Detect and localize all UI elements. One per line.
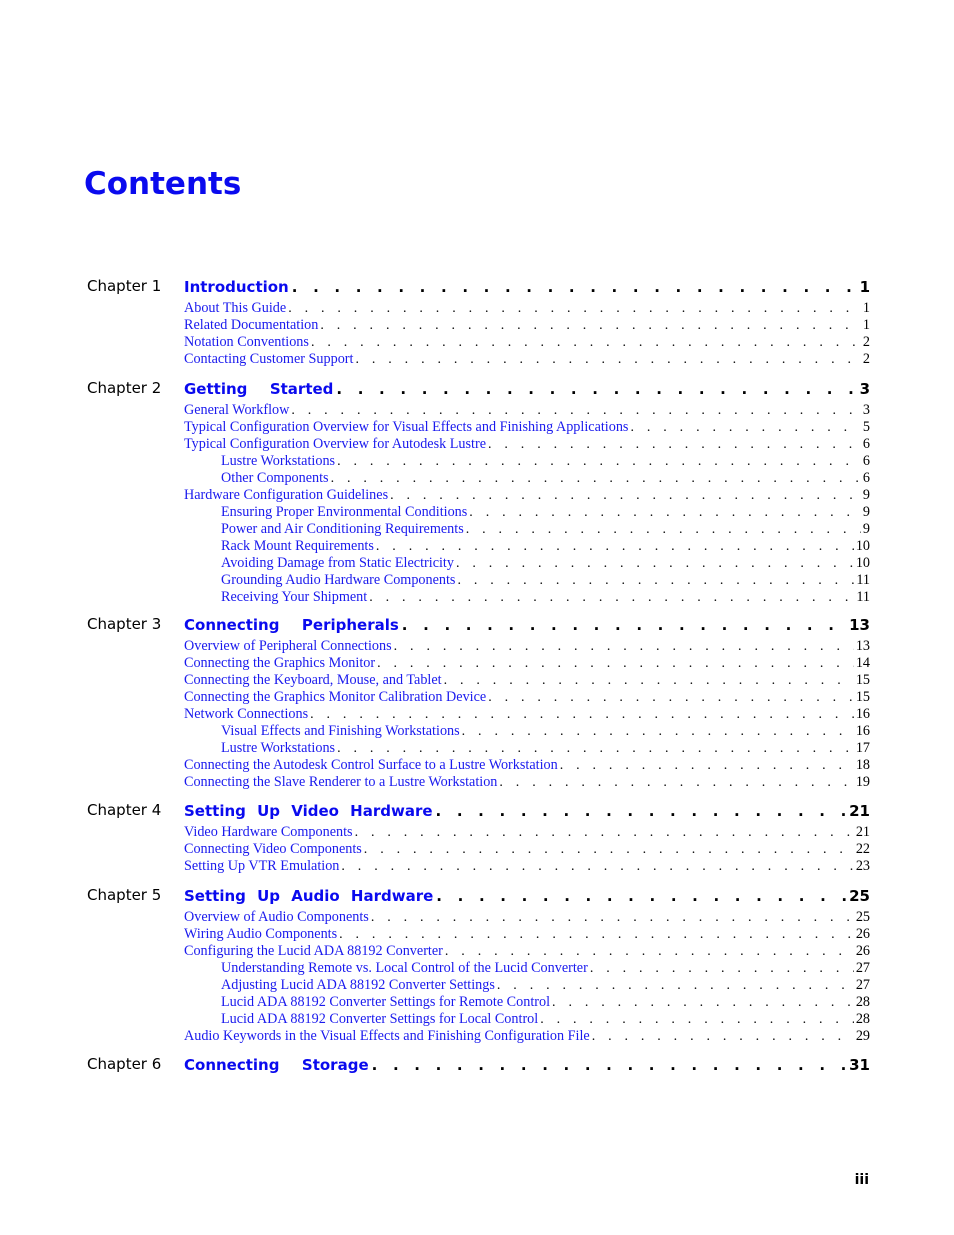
- toc-entry-title[interactable]: Connecting the Graphics Monitor Calibration Device: [184, 689, 487, 705]
- toc-entry-list: [184, 638, 870, 791]
- toc-entry-title[interactable]: Adjusting Lucid ADA 88192 Converter Settings: [221, 977, 495, 993]
- dot-leader: [488, 689, 854, 706]
- toc-entry-title[interactable]: Connecting the Graphics Monitor: [184, 655, 376, 671]
- chapter-label: Chapter 2: [87, 379, 162, 397]
- toc-entry-page: 16: [855, 706, 870, 722]
- toc-entry-page: 16: [855, 723, 870, 739]
- dot-leader: [310, 706, 854, 723]
- dot-leader: [376, 538, 854, 555]
- toc-entry-title[interactable]: Hardware Configuration Guidelines: [184, 487, 389, 503]
- toc-entry-title[interactable]: Ensuring Proper Environmental Conditions: [221, 504, 468, 520]
- dot-leader: [560, 757, 854, 774]
- toc-entry-title[interactable]: Power and Air Conditioning Requirements: [221, 521, 464, 537]
- toc-entry[interactable]: [184, 521, 870, 538]
- dot-leader: [337, 453, 861, 470]
- toc-entry-title[interactable]: About This Guide: [184, 300, 287, 316]
- toc-entry-page: 28: [855, 1011, 870, 1027]
- dot-leader: [291, 402, 861, 419]
- toc-entry-page: 9: [862, 504, 870, 520]
- toc-entry-page: 28: [855, 994, 870, 1010]
- toc-entry[interactable]: [184, 655, 870, 672]
- dot-leader: [466, 521, 861, 538]
- chapter-label: Chapter 5: [87, 886, 162, 904]
- chapter-page-number: 21: [849, 802, 870, 820]
- toc-entry-title[interactable]: Connecting Video Components: [184, 841, 362, 857]
- toc-entry-title[interactable]: Connecting the Slave Renderer to a Lustre Workstation: [184, 774, 498, 790]
- toc-entry-page: 5: [862, 419, 870, 435]
- dot-leader: [394, 638, 854, 655]
- dot-leader: [377, 655, 854, 672]
- toc-entry[interactable]: [184, 419, 870, 436]
- toc-entry[interactable]: [184, 487, 870, 504]
- dot-leader: [456, 555, 854, 572]
- toc-entry[interactable]: [184, 841, 870, 858]
- toc-entry[interactable]: [184, 300, 870, 317]
- dot-leader: [402, 615, 846, 635]
- toc-entry[interactable]: [184, 909, 870, 926]
- toc-entry[interactable]: [184, 1011, 870, 1028]
- toc-entry-title[interactable]: Lucid ADA 88192 Converter Settings for Local Control: [221, 1011, 539, 1027]
- toc-entry[interactable]: [184, 504, 870, 521]
- toc-entry[interactable]: [184, 689, 870, 706]
- dot-leader: [552, 994, 854, 1011]
- chapter-title[interactable]: Setting Up Video Hardware: [184, 802, 433, 820]
- dot-leader: [592, 1028, 854, 1045]
- toc-entry-title[interactable]: Grounding Audio Hardware Components: [221, 572, 456, 588]
- dot-leader: [372, 1055, 847, 1075]
- toc-entry-title[interactable]: Receiving Your Shipment: [221, 589, 368, 605]
- toc-entry[interactable]: [184, 1028, 870, 1045]
- toc-entry-page: 13: [855, 638, 870, 654]
- toc-entry-page: 3: [862, 402, 870, 418]
- dot-leader: [630, 419, 860, 436]
- toc-entry-page: 17: [855, 740, 870, 756]
- chapter-label: Chapter 1: [87, 277, 162, 295]
- chapter-heading-link[interactable]: [184, 801, 870, 821]
- toc-entry-title[interactable]: Typical Configuration Overview for Visual Effects and Finishing Applications: [184, 419, 629, 435]
- dot-leader: [364, 841, 854, 858]
- toc-entry[interactable]: [184, 994, 870, 1011]
- toc-entry-page: 22: [855, 841, 870, 857]
- chapter-label: Chapter 3: [87, 615, 162, 633]
- dot-leader: [457, 572, 854, 589]
- toc-entry-title[interactable]: Avoiding Damage from Static Electricity: [221, 555, 454, 571]
- dot-leader: [339, 926, 854, 943]
- toc-entry-title[interactable]: Related Documentation: [184, 317, 319, 333]
- dot-leader: [590, 960, 854, 977]
- chapter-title[interactable]: Setting Up Audio Hardware: [184, 887, 434, 905]
- chapter-heading-link[interactable]: [184, 379, 870, 399]
- chapter-title[interactable]: Getting Started: [184, 380, 334, 398]
- toc-entry-title[interactable]: Lustre Workstations: [221, 453, 336, 469]
- chapter-page-number: 1: [859, 278, 870, 296]
- toc-entry-list: [184, 402, 870, 606]
- toc-entry-page: 1: [862, 317, 870, 333]
- toc-entry-list: [184, 909, 870, 1045]
- chapter-page-number: 31: [849, 1056, 870, 1074]
- toc-entry-title[interactable]: Typical Configuration Overview for Autodesk Lustre: [184, 436, 486, 452]
- toc-entry[interactable]: [184, 757, 870, 774]
- chapter-label: Chapter 6: [87, 1055, 162, 1073]
- dot-leader: [462, 723, 854, 740]
- toc-entry[interactable]: [184, 453, 870, 470]
- toc-entry-title[interactable]: Understanding Remote vs. Local Control of the Lucid Converter: [221, 960, 588, 976]
- dot-leader: [444, 672, 854, 689]
- toc-entry[interactable]: [184, 334, 870, 351]
- toc-entry-list: [184, 300, 870, 368]
- toc-entry[interactable]: [184, 723, 870, 740]
- toc-entry[interactable]: [184, 638, 870, 655]
- dot-leader: [288, 300, 861, 317]
- toc-entry-page: 6: [862, 470, 870, 486]
- dot-leader: [488, 436, 861, 453]
- toc-entry[interactable]: [184, 977, 870, 994]
- dot-leader: [436, 801, 847, 821]
- toc-entry-title[interactable]: Lucid ADA 88192 Converter Settings for Remote Control: [221, 994, 551, 1010]
- toc-entry[interactable]: [184, 402, 870, 419]
- chapter-title[interactable]: Connecting Storage: [184, 1056, 369, 1074]
- toc-entry-page: 29: [855, 1028, 870, 1044]
- toc-entry-title[interactable]: Connecting the Autodesk Control Surface to a Lustre Workstation: [184, 757, 558, 773]
- toc-entry-page: 10: [855, 538, 870, 554]
- toc-entry[interactable]: [184, 672, 870, 689]
- toc-entry[interactable]: [184, 538, 870, 555]
- toc-entry-page: 9: [862, 487, 870, 503]
- toc-entry-title[interactable]: Connecting the Keyboard, Mouse, and Tablet: [184, 672, 442, 688]
- toc-entry-page: 1: [862, 300, 870, 316]
- toc-entry-page: 14: [855, 655, 870, 671]
- toc-entry-page: 21: [855, 824, 870, 840]
- chapter-heading-link[interactable]: [184, 886, 870, 906]
- dot-leader: [331, 470, 861, 487]
- toc-entry[interactable]: [184, 555, 870, 572]
- toc-entry-title[interactable]: Rack Mount Requirements: [221, 538, 374, 554]
- toc-entry-list: [184, 824, 870, 875]
- toc-entry[interactable]: [184, 317, 870, 334]
- toc-entry[interactable]: [184, 470, 870, 487]
- chapter-heading-link[interactable]: [184, 1055, 870, 1075]
- toc-entry-page: 15: [855, 672, 870, 688]
- chapter-page-number: 13: [849, 616, 870, 634]
- toc-entry-page: 11: [856, 589, 870, 605]
- toc-entry[interactable]: [184, 943, 870, 960]
- dot-leader: [371, 909, 854, 926]
- toc-entry-title[interactable]: Contacting Customer Support: [184, 351, 354, 367]
- page-title: Contents: [84, 166, 242, 202]
- toc-entry[interactable]: [184, 589, 870, 606]
- toc-entry-page: 11: [856, 572, 870, 588]
- chapter-heading-link[interactable]: [184, 277, 870, 297]
- toc-entry-title[interactable]: Network Connections: [184, 706, 309, 722]
- toc-entry-page: 27: [855, 977, 870, 993]
- dot-leader: [497, 977, 854, 994]
- dot-leader: [369, 589, 854, 606]
- toc-entry-page: 2: [862, 351, 870, 367]
- dot-leader: [469, 504, 861, 521]
- dot-leader: [436, 886, 846, 906]
- toc-entry-page: 25: [855, 909, 870, 925]
- toc-entry-title[interactable]: Overview of Audio Components: [184, 909, 369, 925]
- dot-leader: [311, 334, 861, 351]
- toc-entry-page: 2: [862, 334, 870, 350]
- toc-entry-page: 15: [855, 689, 870, 705]
- toc-entry-title[interactable]: Configuring the Lucid ADA 88192 Converter: [184, 943, 443, 959]
- toc-entry[interactable]: [184, 960, 870, 977]
- toc-entry-page: 9: [862, 521, 870, 537]
- toc-entry-page: 23: [855, 858, 870, 874]
- toc-entry-title[interactable]: Wiring Audio Components: [184, 926, 338, 942]
- toc-entry-page: 6: [862, 436, 870, 452]
- chapter-page-number: 25: [849, 887, 870, 905]
- chapter-title[interactable]: Connecting Peripherals: [184, 616, 399, 634]
- dot-leader: [355, 824, 854, 841]
- toc-entry[interactable]: [184, 572, 870, 589]
- toc-entry-page: 19: [855, 774, 870, 790]
- dot-leader: [499, 774, 853, 791]
- toc-entry-page: 6: [862, 453, 870, 469]
- toc-entry[interactable]: [184, 926, 870, 943]
- chapter-label: Chapter 4: [87, 801, 162, 819]
- toc-entry-title[interactable]: Video Hardware Components: [184, 824, 353, 840]
- toc-entry[interactable]: [184, 858, 870, 875]
- dot-leader: [292, 277, 857, 297]
- toc-entry-title[interactable]: Notation Conventions: [184, 334, 309, 350]
- dot-leader: [341, 858, 853, 875]
- toc-entry-title[interactable]: Visual Effects and Finishing Workstations: [221, 723, 460, 739]
- toc-entry-page: 10: [855, 555, 870, 571]
- dot-leader: [390, 487, 861, 504]
- dot-leader: [355, 351, 860, 368]
- dot-leader: [445, 943, 854, 960]
- toc-entry-title[interactable]: Other Components: [221, 470, 329, 486]
- toc-entry-title[interactable]: Lustre Workstations: [221, 740, 336, 756]
- toc-entry-page: 27: [855, 960, 870, 976]
- toc-entry-page: 26: [855, 943, 870, 959]
- toc-entry-page: 18: [855, 757, 870, 773]
- dot-leader: [320, 317, 861, 334]
- toc-entry-title[interactable]: General Workflow: [184, 402, 290, 418]
- dot-leader: [336, 379, 856, 399]
- toc-entry[interactable]: [184, 824, 870, 841]
- toc-entry-page: 26: [855, 926, 870, 942]
- toc-entry[interactable]: [184, 774, 870, 791]
- chapter-heading-link[interactable]: [184, 615, 870, 635]
- toc-entry[interactable]: [184, 740, 870, 757]
- dot-leader: [540, 1011, 854, 1028]
- chapter-title[interactable]: Introduction: [184, 278, 289, 296]
- toc-entry-title[interactable]: Setting Up VTR Emulation: [184, 858, 340, 874]
- toc-entry-title[interactable]: Overview of Peripheral Connections: [184, 638, 392, 654]
- dot-leader: [337, 740, 854, 757]
- page-number: iii: [854, 1172, 869, 1188]
- toc-entry-title[interactable]: Audio Keywords in the Visual Effects and Finishing Configuration File: [184, 1028, 590, 1044]
- chapter-page-number: 3: [859, 380, 870, 398]
- toc-entry[interactable]: [184, 351, 870, 368]
- toc-entry[interactable]: [184, 436, 870, 453]
- toc-entry[interactable]: [184, 706, 870, 723]
